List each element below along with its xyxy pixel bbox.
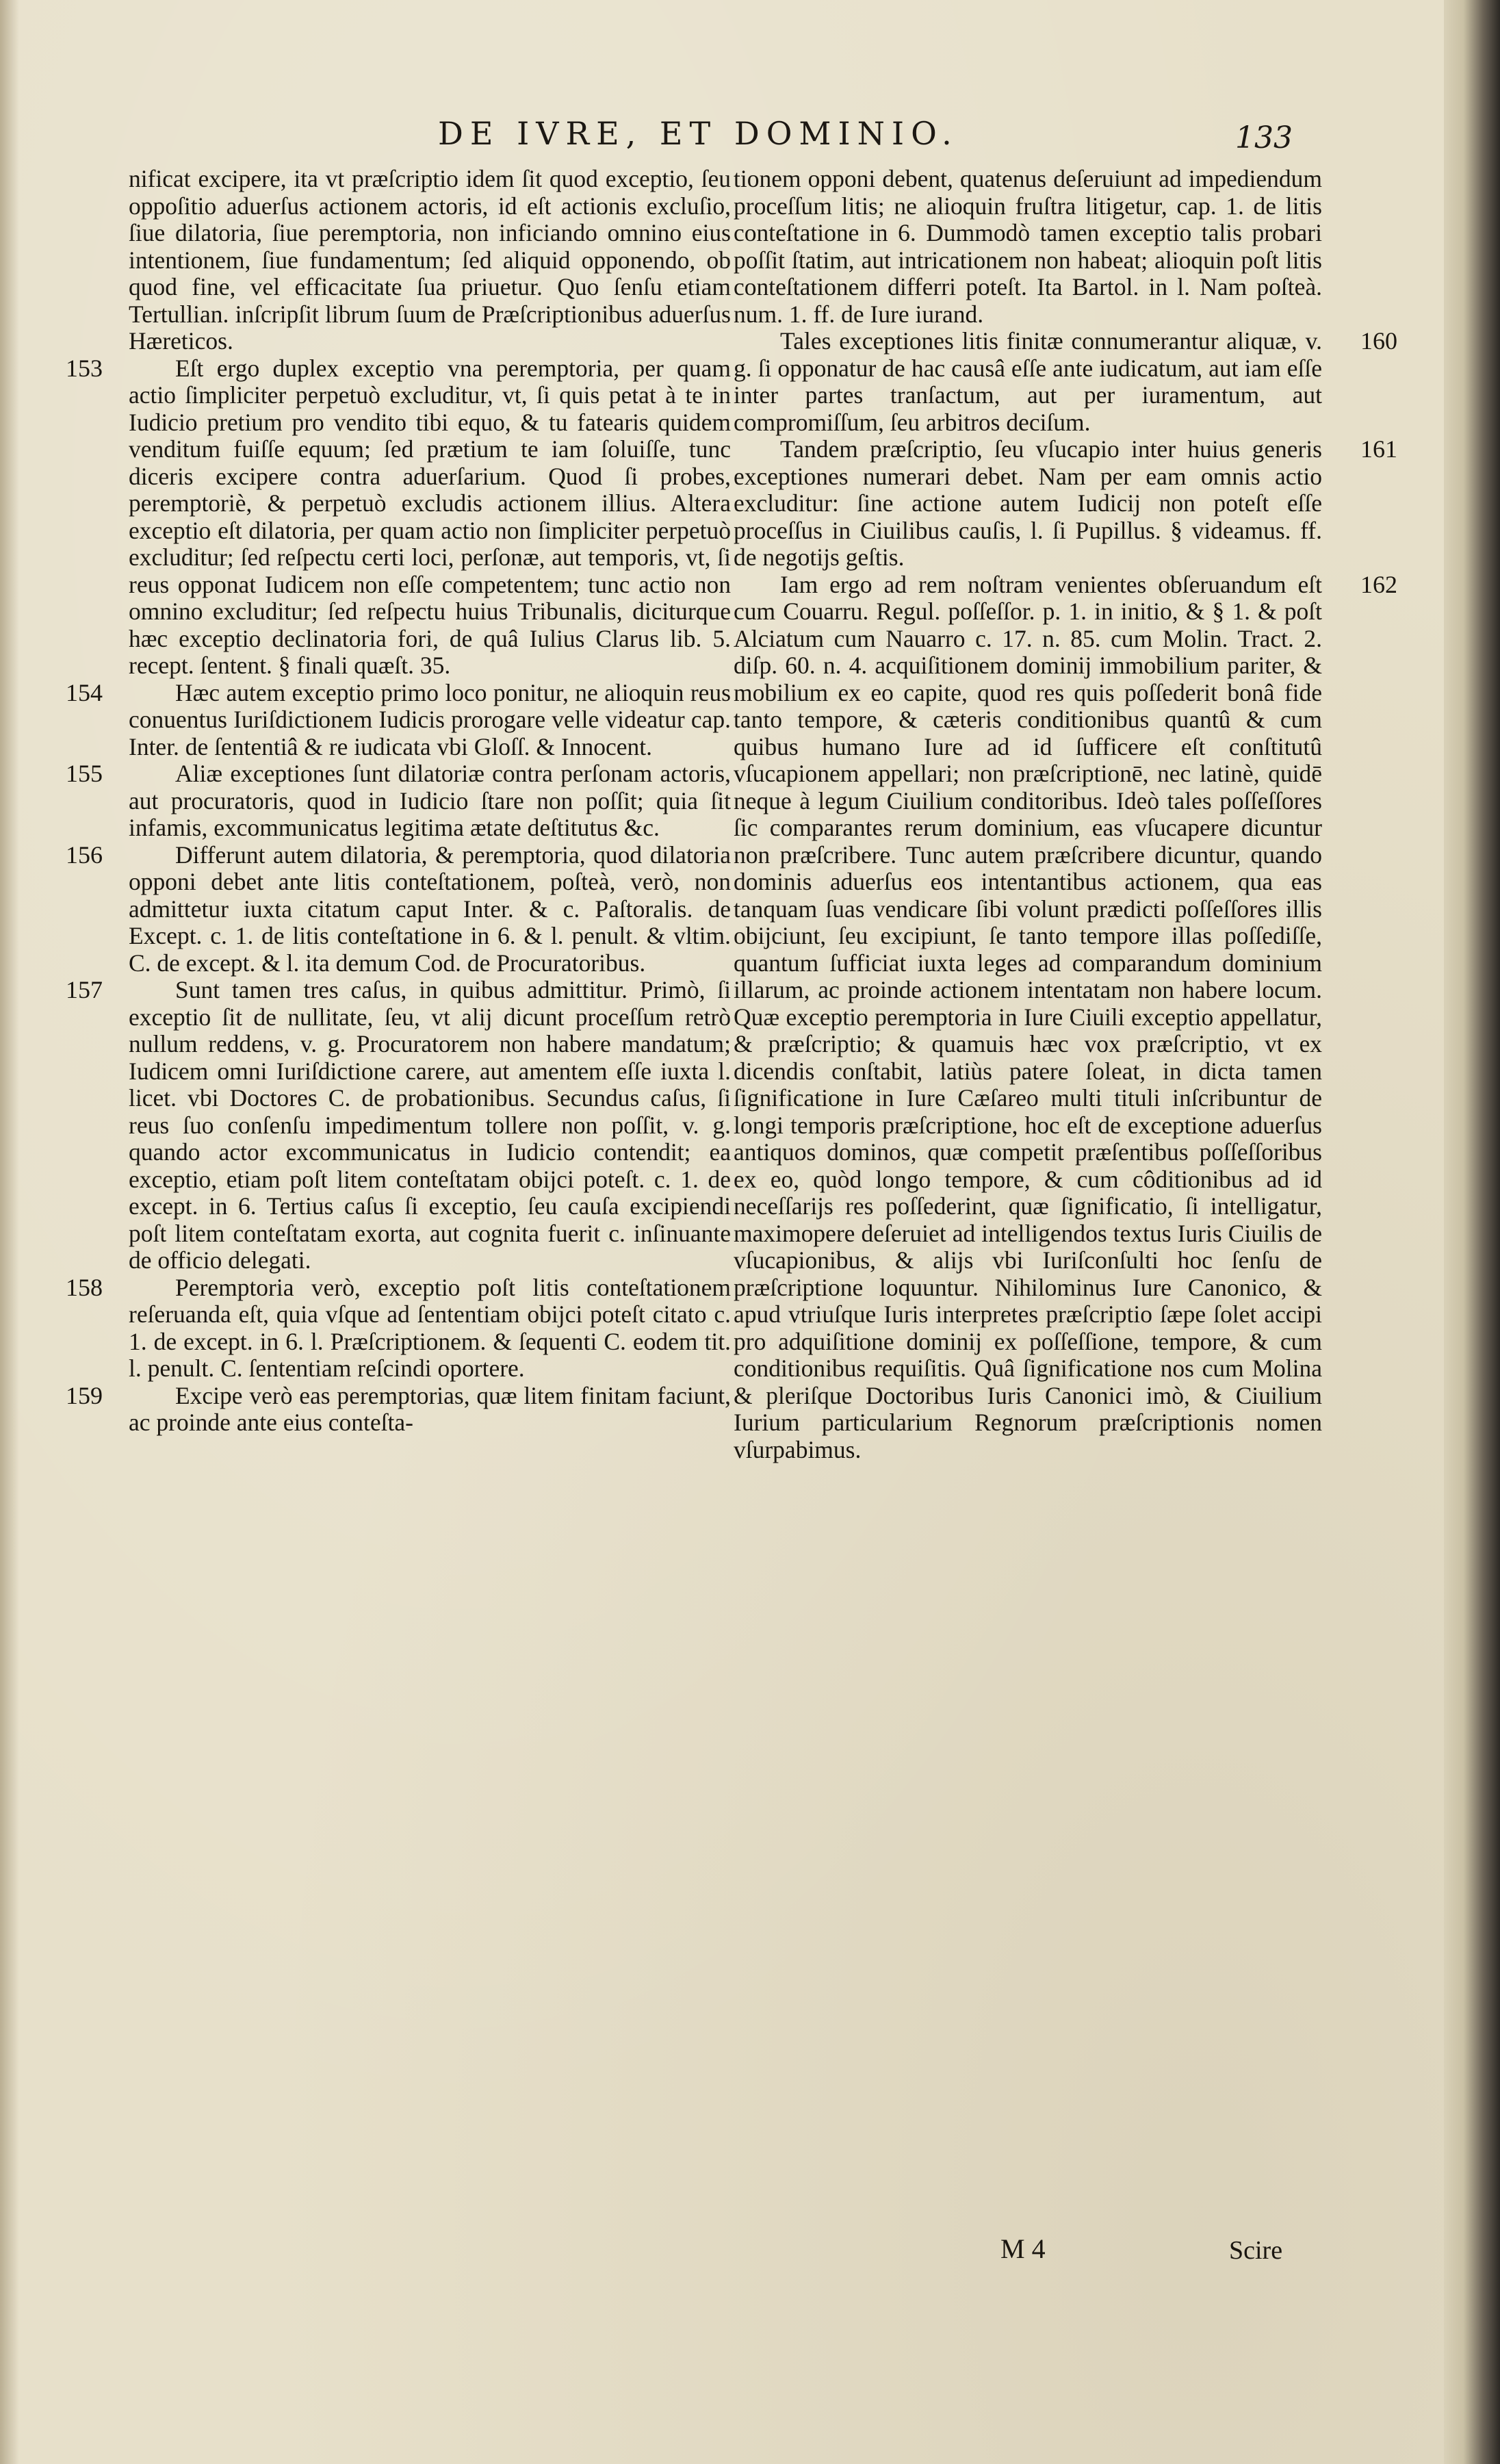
signature-mark: M 4	[1000, 2233, 1046, 2264]
page-number: 133	[1235, 120, 1293, 155]
paragraph-text: Hæc autem exceptio primo loco ponitur, ne alioquin reus conuentus Iuriſdictionem Iudicis prorogare velle videatur cap. Inter. de ſententiâ & re iudicata vbi Gloſſ. & Innocent.	[129, 678, 731, 760]
paragraph	[734, 327, 1397, 436]
paragraph-text: Eſt ergo duplex exceptio vna peremptoria, per quam actio ſimpliciter perpetuò excluditur, vt, ſi quis petat à te in Iudicio pretium pro vendito tibi equo, & tu fatearis quidem venditum fuiſſe equum; ſed prætium te iam ſoluiſſe, tunc diceris excipere contra aduerſarium. Quod ſi probes, peremptoriè, & perpetuò excludis actionem illius. Altera exceptio eſt dilatoria, per quam actio non ſimpliciter perpetuò excluditur; ſed reſpectu certi loci, perſonæ, aut temporis, vt, ſi reus opponat Iudicem non eſſe competentem; tunc actio non omnino excluditur; ſed reſpectu huius Tribunalis, diciturque hæc exceptio declinatoria fori, de quâ Iulius Clarus lib. 5. recept. ſentent. § finali quæſt. 35.	[129, 354, 731, 679]
paragraph	[66, 1273, 731, 1383]
paragraph-text: Differunt autem dilatoria, & peremptoria, quod dilatoria opponi debet ante litis conteſtationem, poſteà, verò, non admittetur iuxta citatum caput Inter. & c. Paſtoralis. de Except. c. 1. de litis conteſtatione in 6. & l. penult. & vltim. C. de except. & l. ita demum Cod. de Procuratoribus.	[129, 840, 731, 977]
paragraph-number: 160	[1360, 327, 1397, 355]
page-gutter-shadow	[0, 0, 19, 2464]
paragraph-text: tionem opponi debent, quatenus deſeruiunt ad impediendum proceſſum litis; ne alioquin fruſtra litigetur, cap. 1. de litis conteſtatione in 6. Dummodò tamen exceptio talis probari poſſit ſtatim, aut intricationem non habeat; alioquin poſt litis conteſtationem differri poteſt. Ita Bartol. in l. Nam poſteà. num. 1. ff. de Iure iurand.	[734, 165, 1322, 328]
paragraph-text: Tales exceptiones litis finitæ connumerantur aliquæ, v. g. ſi opponatur de hac causâ eſſe ante iudicatum, aut iam eſſe inter partes tranſactum, aut per iuramentum, aut compromiſſum, ſeu arbitros deciſum.	[734, 327, 1322, 436]
paragraph-text: Sunt tamen tres caſus, in quibus admittitur. Primò, ſi exceptio ſit de nullitate, ſeu, vt alij dicunt proceſſum retrò nullum reddens, v. g. Procuratorem non habere mandatum; Iudicem omni Iuriſdictione carere, aut amentem eſſe iuxta l. licet. vbi Doctores C. de probationibus. Secundus caſus, ſi reus ſuo conſenſu impedimentum tollere non poſſit, v. g. quando actor excommunicatus in Iudicio contendit; ea exceptio, etiam poſt litem conteſtatam obijci poteſt. c. 1. de except. in 6. Tertius caſus ſi exceptio, ſeu cauſa excipiendi poſt litem conteſtatam exorta, aut cognita fuerit c. inſinuante de officio delegati.	[129, 976, 731, 1274]
paragraph	[66, 760, 731, 842]
running-title: DE IVRE, ET DOMINIO.	[438, 115, 959, 152]
paragraph-text: Iam ergo ad rem noſtram venientes obſeruandum eſt cum Couarru. Regul. poſſeſſor. p. 1. in initio, & § 1. & poſt Alciatum cum Nauarro c. 17. n. 85. cum Molin. Tract. 2. diſp. 60. n. 4. acquiſitionem dominij immobilium pariter, & mobilium ex eo capite, quod res quis poſſederit bonâ fide tanto tempore, & cæteris conditionibus quantû & cum quibus humano Iure ad id ſufficere eſt conſtitutû vſucapionem appellari; non præſcriptionē, nec latinè, quidē neque à legum Ciuilium conditoribus. Ideò tales poſſeſſores ſic comparantes rerum dominium, eas vſucapere dicuntur non præſcribere. Tunc autem præſcribere dicuntur, quando dominis aduerſus eos intentantibus actionem, qua eas tanquam ſuas vendicare ſibi volunt prædicti poſſeſſores illis obijciunt, ſeu excipiunt, ſe tanto tempore illas poſſediſſe, quantum ſufficiat iuxta leges ad comparandum dominium illarum, ac proinde actionem intentatam non habere locum. Quæ exceptio peremptoria in Iure Ciuili exceptio appellatur, & præſcriptio; & quamuis hæc vox præſcriptio, vt ex dicendis conſtabit, latiùs patere ſoleat, in dicta tamen ſignificatione in Iure Cæſareo multi tituli inſcribuntur de longi temporis præſcriptione, hoc eſt de exceptione aduerſus antiquos dominos, quæ competit præſentibus poſſeſſoribus ex eo, quòd longo tempore, & cum côditionibus ad id neceſſarijs res poſſederint, quæ ſignificatio, ſi intelligatur, maximopere deſeruiet ad intelligendos textus Iuris Ciuilis de vſucapionibus, & alijs vbi Iuriſconſulti hoc ſenſu de præſcriptione loquuntur. Nihilominus Iure Canonico, & apud vtriuſque Iuris interpretes præſcriptio ſæpe ſolet accipi pro adquiſitione dominij ex poſſeſſione, tempore, & cum conditionibus requiſitis. Quâ ſignificatione nos cum Molina & pleriſque Doctoribus Iuris Canonici imò, & Ciuilium Iurium particularium Regnorum præſcriptionis nomen vſurpabimus.	[734, 570, 1322, 1463]
paragraph	[66, 1381, 731, 1437]
right-column	[734, 165, 1397, 1463]
paragraph	[734, 435, 1397, 572]
catchword: Scire	[1229, 2236, 1283, 2265]
paragraph-number: 157	[66, 976, 103, 1003]
paragraph-text: Peremptoria verò, exceptio poſt litis conteſtationem reſeruanda eſt, quia vſque ad ſententiam obijci poteſt citato c. 1. de except. in 6. l. Præſcriptionem. & ſequenti C. eodem tit. l. penult. C. ſententiam reſcindi oportere.	[129, 1273, 731, 1382]
paragraph-number: 153	[66, 354, 103, 382]
paragraph	[66, 354, 731, 680]
paragraph-number: 158	[66, 1273, 103, 1301]
paragraph-number: 156	[66, 840, 103, 869]
paragraph-number: 162	[1360, 570, 1397, 598]
paragraph	[129, 166, 731, 355]
paragraph-text: Tandem præſcriptio, ſeu vſucapio inter huius generis exceptiones numerari debet. Nam per eam omnis actio excluditur: ſine actione autem Iudicij non poteſt eſſe proceſſus in Ciuilibus cauſis, l. ſi Pupillus. § videamus. ff. de negotijs geſtis.	[734, 435, 1322, 571]
paragraph-text: Aliæ exceptiones ſunt dilatoriæ contra perſonam actoris, aut procuratoris, quod in Iudicio ſtare non poſſit; quia ſit infamis, excommunicatus legitima ætate deſtitutus &c.	[129, 760, 731, 841]
paragraph-number: 155	[66, 760, 103, 787]
paragraph	[66, 678, 731, 761]
paragraph	[66, 840, 731, 977]
paragraph-text: Excipe verò eas peremptorias, quæ litem finitam faciunt, ac proinde ante eius conteſta-	[129, 1381, 731, 1436]
paragraph	[734, 570, 1397, 1464]
paragraph-number: 159	[66, 1381, 103, 1409]
paragraph-text: nificat excipere, ita vt præſcriptio idem ſit quod exceptio, ſeu oppoſitio aduerſus actionem actoris, id eſt actionis excluſio, ſiue dilatoria, ſiue peremptoria, non inficiando omnino eius intentionem, ſiue fundamentum; ſed aliquid opponendo, ob quod fine, vel efficacitate ſua priuetur. Quo ſenſu etiam Tertullian. inſcripſit librum ſuum de Præſcriptionibus aduerſus Hæreticos.	[129, 165, 731, 355]
left-column	[66, 165, 731, 1437]
paragraph-number: 161	[1360, 435, 1397, 463]
paragraph	[66, 976, 731, 1274]
paragraph-number: 154	[66, 678, 103, 706]
paragraph	[734, 166, 1322, 328]
page-edge-shadow	[1444, 0, 1500, 2464]
